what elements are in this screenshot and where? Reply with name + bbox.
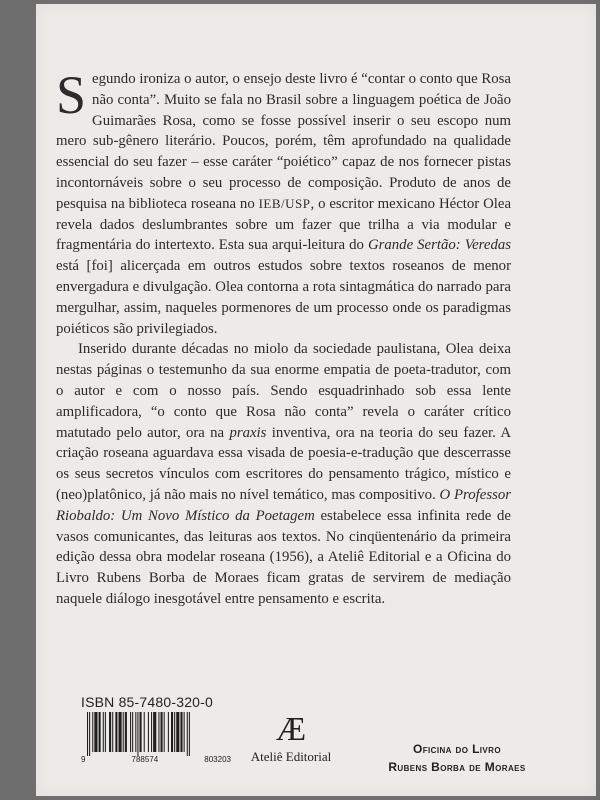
barcode-bar	[119, 712, 122, 752]
barcode-bar	[109, 712, 111, 752]
praxis-term: praxis	[229, 424, 267, 441]
barcode-bar	[132, 712, 133, 752]
barcode-bar	[148, 712, 149, 752]
paragraph-2-part-a: Inserido durante décadas no miolo da sociedade paulistana, Olea deixa nestas páginas o testemunho da sua enorme empatia de poeta-tradutor, com o autor e com o nosso país. Sendo esquadrinhado sob essa lente amplificadora, “o conto que Rosa não conta” revela o caráter crítico matutado pelo autor, ora na	[56, 341, 511, 441]
barcode-bar	[135, 712, 136, 752]
barcode-bar	[161, 712, 163, 752]
paragraph-1-part-b: , o escritor mexicano Héctor Olea revela dados deslumbrantes sobre um fazer que trilha a via modular e fragmentária do intertexto. Esta sua arqui-leitura do	[56, 195, 512, 254]
atelie-editorial-logo	[246, 712, 336, 765]
paragraph-2	[56, 339, 511, 609]
barcode-bar	[130, 712, 131, 752]
barcode-bar	[89, 712, 90, 756]
barcode-bar	[153, 712, 156, 752]
barcode-bar	[187, 712, 188, 756]
barcode-bar	[144, 712, 145, 752]
barcode-bar	[189, 712, 190, 756]
barcode-bar	[125, 712, 127, 752]
barcode-bar	[180, 712, 182, 752]
barcode-bar	[105, 712, 106, 752]
paragraph-2-part-b: inventiva, ora na teoria do seu fazer. A criação roseana aguardava essa visada de poesia-e-tradução que descerrasse os seus secretos vínculos com escritores do pensamento trágico, místico e (neo)platônico, já não mais no nível temático, mas compositivo.	[56, 424, 512, 503]
paragraph-1	[56, 65, 512, 339]
barcode-bar	[171, 712, 173, 752]
book-title: O Professor Riobaldo: Um Novo Místico da Poetagem	[56, 486, 511, 524]
barcode-bars	[81, 712, 231, 756]
publisher-name: Ateliê Editorial	[250, 749, 332, 764]
barcode-bar	[94, 712, 97, 752]
barcode-digit-group-1: 9	[81, 755, 86, 764]
barcode-bar	[99, 712, 101, 752]
barcode-bar	[176, 712, 179, 752]
isbn-number: ISBN 85-7480-320-0	[81, 694, 214, 710]
barcode-bar	[174, 712, 175, 752]
barcode-bar	[115, 712, 117, 752]
barcode-bar	[87, 712, 88, 756]
barcode-bar	[164, 712, 165, 752]
barcode-digit-group-3: 803203	[204, 755, 231, 764]
barcode-bar	[140, 712, 142, 752]
barcode-digits	[81, 755, 231, 764]
institution-abbrev: IEB/USP	[258, 195, 311, 211]
paragraph-2-part-c: estabelece essa infinita rede de vasos comunicantes, das leituras aos textos. No cinqüentenário da primeira edição dessa obra modelar roseana (1956), a Ateliê Editorial e a Oficina do Livro Rubens Borba de Moraes ficam gratas de servirem de mediação naquele diálogo inesgotável entre pensamento e escrita.	[56, 507, 511, 607]
blurb-text	[56, 65, 512, 610]
barcode-bar	[112, 712, 113, 752]
barcode-digit-group-2: 788574	[131, 755, 159, 764]
barcode-bar	[137, 712, 138, 756]
barcode-bar	[151, 712, 152, 752]
paragraph-1-part-a: egundo ironiza o autor, o ensejo deste livro é “contar o conto que Rosa não conta”. Muito se fala no Brasil sobre a linguagem poética de João Guimarães Rosa, como se fosse possível inserir o seu escopo num mero sub-gênero literário. Poucos, porém, têm aprofundado na qualidade essencial do seu fazer – esse caráter “poiético” capaz de nos fornecer pistas incontornáveis sobre o seu processo de composição. Produto de anos de pesquisa na biblioteca roseana no	[56, 71, 511, 212]
ae-ligature-logo-icon: Æ	[275, 711, 307, 748]
barcode-bar	[158, 712, 159, 752]
co-publisher	[372, 740, 542, 776]
paragraph-1-part-c: está [foi] alicerçada em outros estudos sobre textos roseanos de menor envergadura e divulgação. Olea contorna a rota sintagmática do narrado para mergulhar, assim, naqueles pormenores de um processo onde os paradigmas poiéticos são privilegiados.	[56, 258, 511, 337]
isbn-barcode	[81, 694, 231, 764]
barcode-bar	[168, 712, 169, 752]
barcode-bar	[123, 712, 124, 752]
work-title: Grande Sertão: Veredas	[367, 237, 512, 254]
barcode-bar	[92, 712, 93, 752]
co-publisher-line-1: Oficina do Livro	[413, 742, 501, 756]
barcode-bar	[184, 712, 185, 752]
barcode-bar	[103, 712, 104, 752]
co-publisher-line-2: Rubens Borba de Moraes	[388, 760, 526, 774]
drop-cap: S	[56, 65, 87, 125]
